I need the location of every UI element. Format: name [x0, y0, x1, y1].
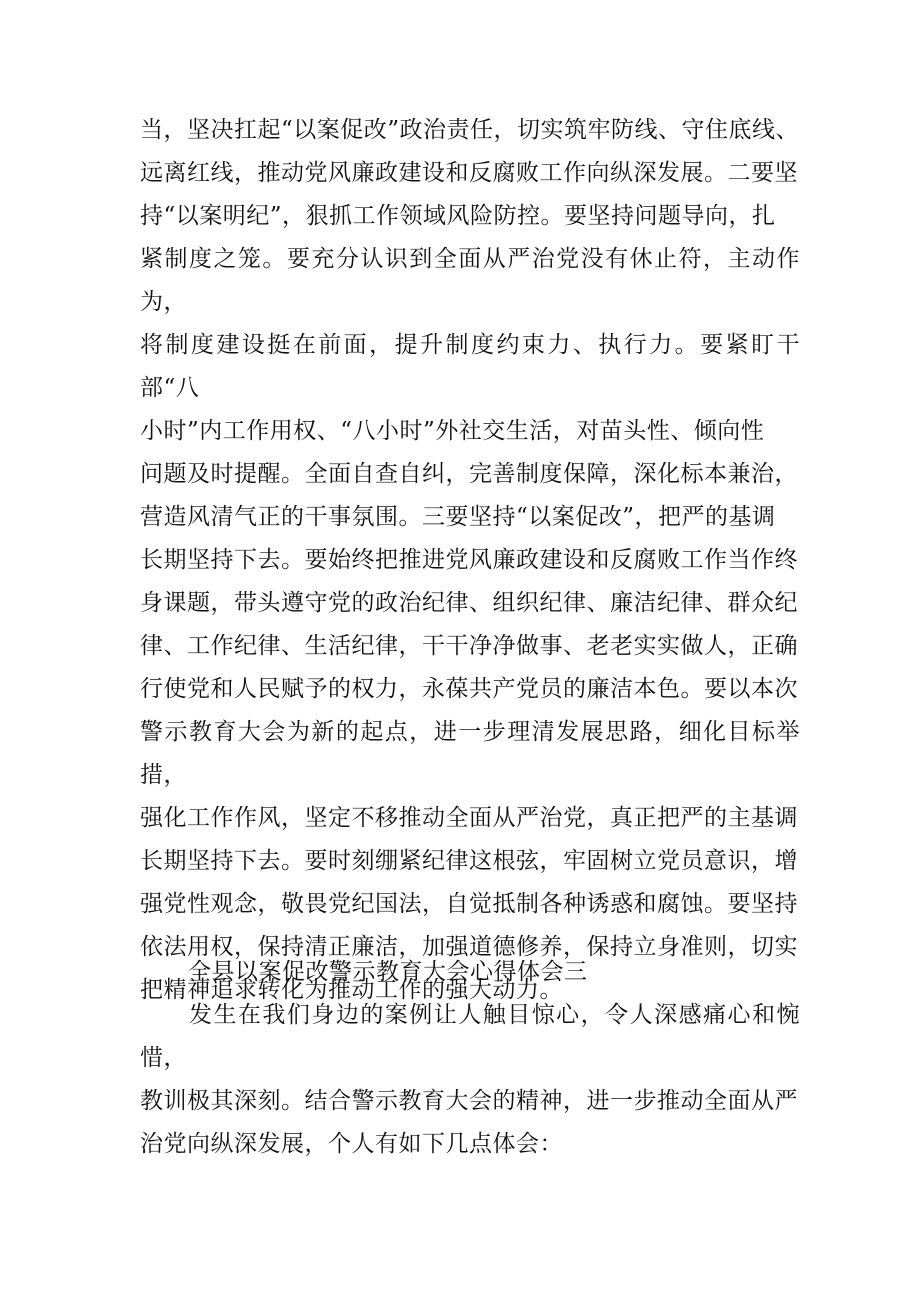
section-heading: 全县以案促改警示教育大会心得体会三	[188, 959, 588, 985]
body-paragraph-1: 当，坚决扛起“以案促改”政治责任，切实筑牢防线、守住底线、 远离红线，推动党风廉政建设和反腐败工作向纵深发展。二要坚 持“以案明纪”，狠抓工作领域风险防控。要坚持问题导向，扎 紧制度之笼。要充分认识到全面从严治党没有休止符，主动作为， 将制度建设挺在前面，提升制度约束力、执行力。要紧盯干部“八 小时”内工作用权、“八小时”外社交生活，对苗头性、倾向性 问题及时提醒。全面自查自纠，完善制度保障，深化标本兼治， 营造风清气正的干事氛围。三要坚持“以案促改”，把严的基调 长期坚持下去。要始终把推进党风廉政建设和反腐败工作当作终 身课题，带头遵守党的政治纪律、组织纪律、廉洁纪律、群众纪 律、工作纪律、生活纪律，干干净净做事、老老实实做人，正确 行使党和人民赋予的权力，永葆共产党员的廉洁本色。要以本次 警示教育大会为新的起点，进一步理清发展思路，细化目标举措， 强化工作作风，坚定不移推动全面从严治党，真正把严的主基调 长期坚持下去。要时刻绷紧纪律这根弦，牢固树立党员意识，增 强党性观念，敬畏党纪国法，自觉抵制各种诱惑和腐蚀。要坚持 依法用权，保持清正廉洁，加强道德修养，保持立身准则，切实 把精神追求转化为推动工作的强大动力。	[140, 117, 800, 1003]
body-paragraph-2: 发生在我们身边的案例让人触目惊心，令人深感痛心和惋惜， 教训极其深刻。结合警示教育大会的精神，进一步推动全面从严 治党向纵深发展，个人有如下几点体会：	[140, 1002, 800, 1157]
